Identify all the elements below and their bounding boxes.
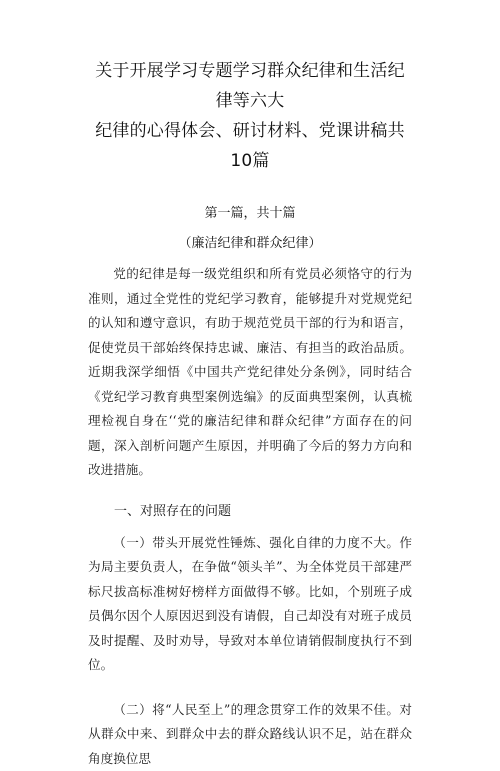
part-subheading: （廉洁纪律和群众纪律） — [88, 234, 412, 254]
document-title — [88, 56, 412, 176]
section-heading-1: 一、对照存在的问题 — [88, 501, 412, 523]
item-2-paragraph: （二）将“人民至上”的理念贯穿工作的效果不佳。对从群众中来、到群众中去的群众路线认识不足，站在群众角度换位思 — [88, 698, 412, 771]
document-title-line-2: 纪律的心得体会、研讨材料、党课讲稿共10篇 — [88, 116, 412, 176]
part-heading: 第一篇，共十篇 — [88, 204, 412, 224]
document-title-line-1: 关于开展学习专题学习群众纪律和生活纪律等六大 — [88, 56, 412, 116]
intro-paragraph: 党的纪律是每一级党组织和所有党员必须恪守的行为准则，通过全党性的党纪学习教育，能够提升对党规党纪的认知和遵守意识，有助于规范党员干部的行为和语言，促使党员干部始终保持忠诚、廉洁、有担当的政治品质。近期我深学细悟《中国共产党纪律处分条例》，同时结合《党纪学习教育典型案例选编》的反面典型案例，认真梳理检视自身在‘‘党的廉洁纪律和群众纪律”方面存在的问题，深入剖析问题产生原因，并明确了今后的努力方向和改进措施。 — [88, 262, 412, 483]
item-1-paragraph: （一）带头开展党性锤炼、强化自律的力度不大。作为局主要负责人，在争做“领头羊”、为全体党员干部建严标尺拔高标准树好榜样方面做得不够。比如，个别班子成员偶尔因个人原因迟到没有请假，自己却没有对班子成员及时提醒、及时劝导，导致对本单位请销假制度执行不到位。 — [88, 531, 412, 678]
